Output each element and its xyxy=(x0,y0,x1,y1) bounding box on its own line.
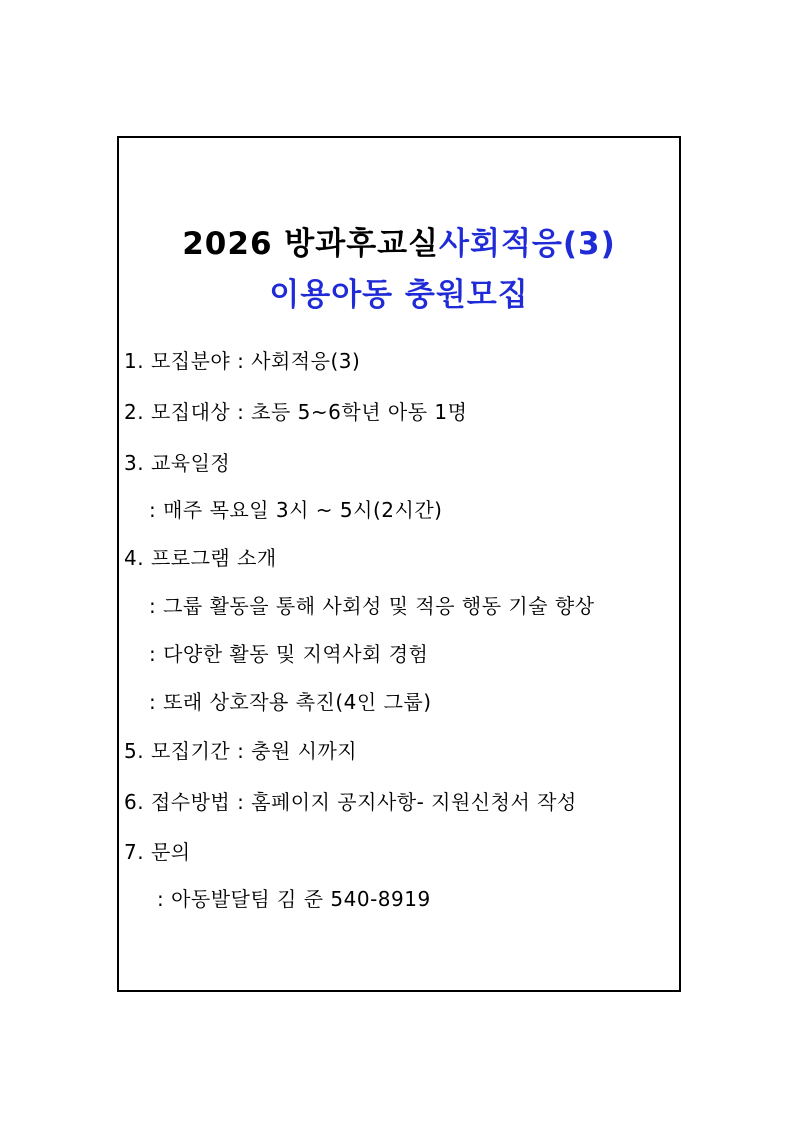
item-inquiry-contact: : 아동발달팀 김 준 540-8919 xyxy=(157,887,431,911)
title-accent: 사회적응(3) xyxy=(439,226,616,262)
item-schedule-detail: : 매주 목요일 3시 ~ 5시(2시간) xyxy=(149,498,443,522)
item-program-detail-3: : 또래 상호작용 촉진(4인 그룹) xyxy=(149,690,432,714)
item-inquiry-heading: 7. 문의 xyxy=(124,840,191,864)
item-apply-method: 6. 접수방법 : 홈페이지 공지사항- 지원신청서 작성 xyxy=(124,790,577,814)
item-recruit-field: 1. 모집분야 : 사회적응(3) xyxy=(124,349,361,373)
item-program-detail-2: : 다양한 활동 및 지역사회 경험 xyxy=(149,642,429,666)
item-program-heading: 4. 프로그램 소개 xyxy=(124,546,277,570)
item-schedule-heading: 3. 교육일정 xyxy=(124,451,231,475)
item-program-detail-1: : 그룹 활동을 통해 사회성 및 적응 행동 기술 향상 xyxy=(149,594,595,618)
notice-frame xyxy=(117,136,681,992)
notice-title-line1 xyxy=(119,218,679,263)
item-recruit-period: 5. 모집기간 : 충원 시까지 xyxy=(124,739,358,763)
item-recruit-target: 2. 모집대상 : 초등 5~6학년 아동 1명 xyxy=(124,400,468,424)
title-prefix: 2026 방과후교실 xyxy=(182,226,440,262)
notice-title-line2: 이용아동 충원모집 xyxy=(269,277,529,313)
